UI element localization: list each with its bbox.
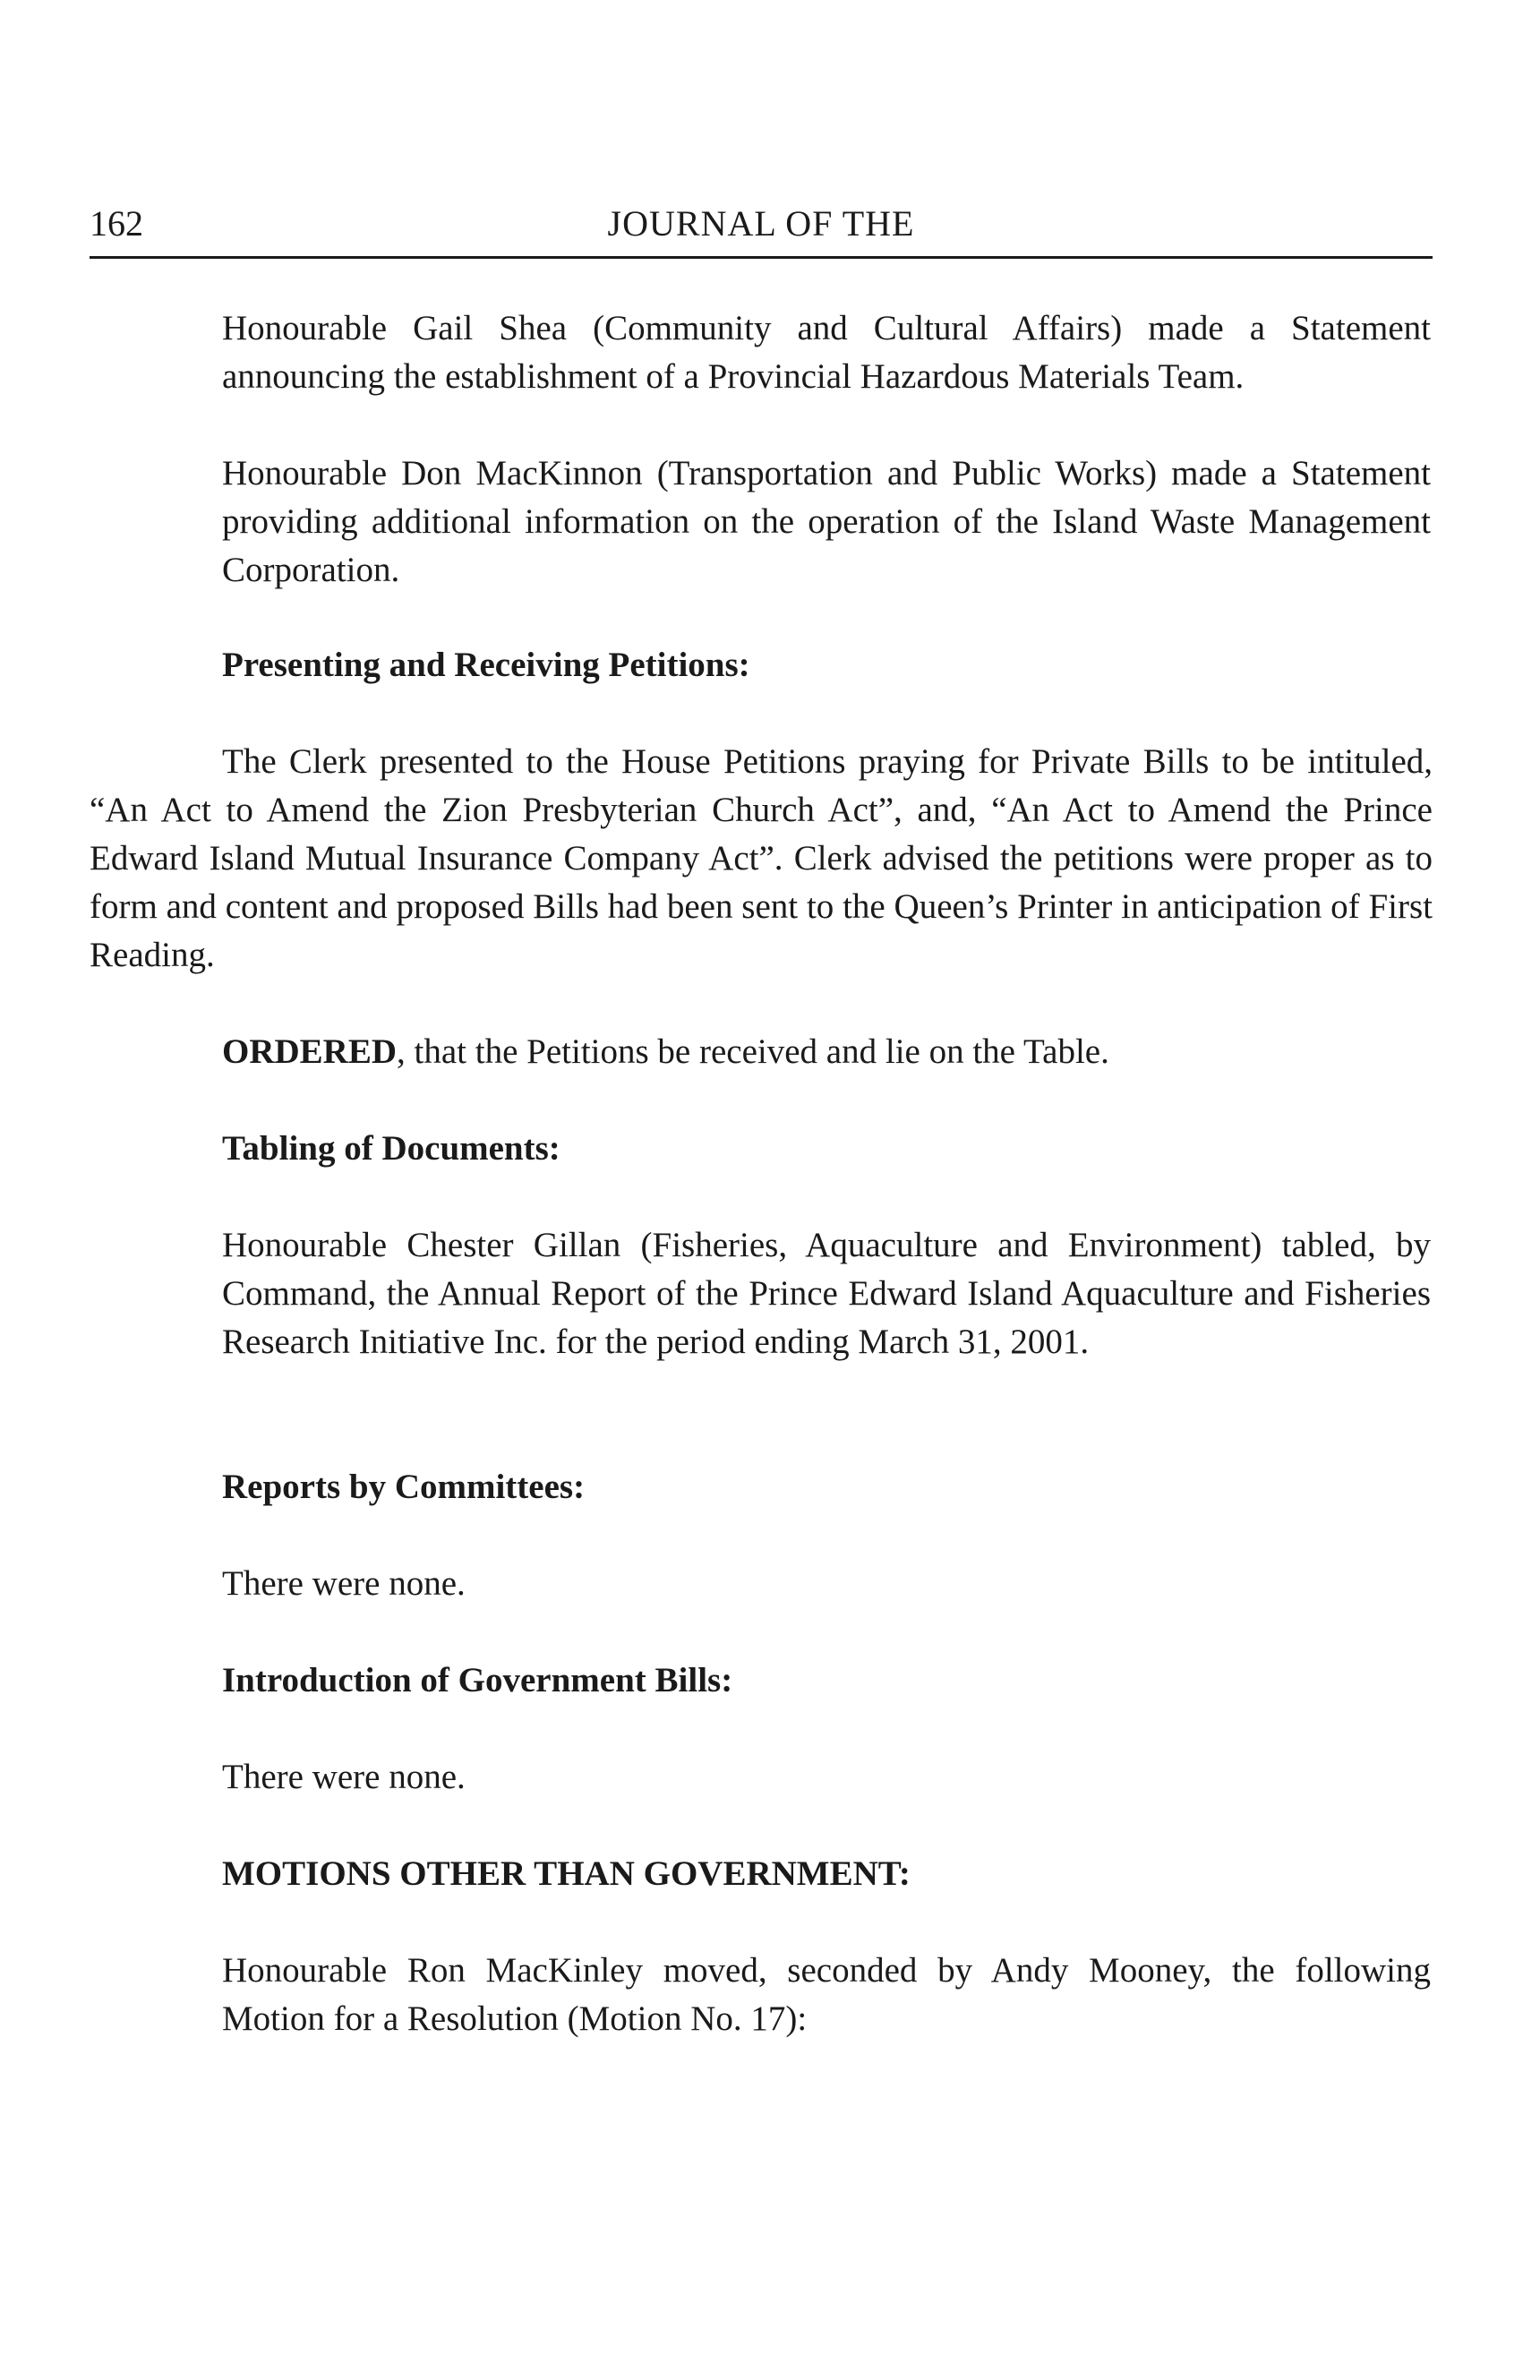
motions-heading: MOTIONS OTHER THAN GOVERNMENT:: [222, 1854, 911, 1893]
government-bills-heading: Introduction of Government Bills:: [222, 1661, 733, 1699]
tabling-body: Honourable Chester Gillan (Fisheries, Aquaculture and Environment) tabled, by Command, the Annual Report of the Prince Edward Island Aquaculture and Fisheries Research Initiative Inc. for the period ending March 31, 2001.: [222, 1226, 1431, 1361]
ordered-text: , that the Petitions be received and lie on the Table.: [397, 1032, 1109, 1071]
petitions-body: The Clerk presented to the House Petitions praying for Private Bills to be intituled, “An Act to Amend the Zion Presbyterian Church Act”, and, “An Act to Amend the Prince Edward Island Mutual Insurance Company Act”. Clerk advised the petitions were proper as to form and content and proposed Bills had been sent to the Queen’s Printer in anticipation of First Reading.: [90, 742, 1433, 974]
motions-body: Honourable Ron MacKinley moved, seconded by Andy Mooney, the following Motion for a Resolution (Motion No. 17):: [222, 1951, 1431, 2038]
tabling-heading: Tabling of Documents:: [222, 1129, 560, 1168]
committees-heading: Reports by Committees:: [222, 1468, 586, 1506]
petitions-heading: Presenting and Receiving Petitions:: [222, 646, 750, 684]
statement-mackinnon: Honourable Don MacKinnon (Transportation and Public Works) made a Statement providing additional information on the operation of the Island Waste Management Corporation.: [222, 454, 1431, 589]
committees-body: There were none.: [222, 1564, 466, 1603]
government-bills-body: There were none.: [222, 1758, 466, 1796]
page-number: 162: [90, 203, 143, 244]
petitions-ordered: [222, 1028, 1431, 1076]
ordered-label: ORDERED: [222, 1032, 398, 1071]
statement-shea: Honourable Gail Shea (Community and Cultural Affairs) made a Statement announcing the establishment of a Provincial Hazardous Materials Team.: [222, 309, 1431, 396]
running-head: JOURNAL OF THE: [607, 203, 915, 244]
page-header: [90, 199, 1433, 259]
